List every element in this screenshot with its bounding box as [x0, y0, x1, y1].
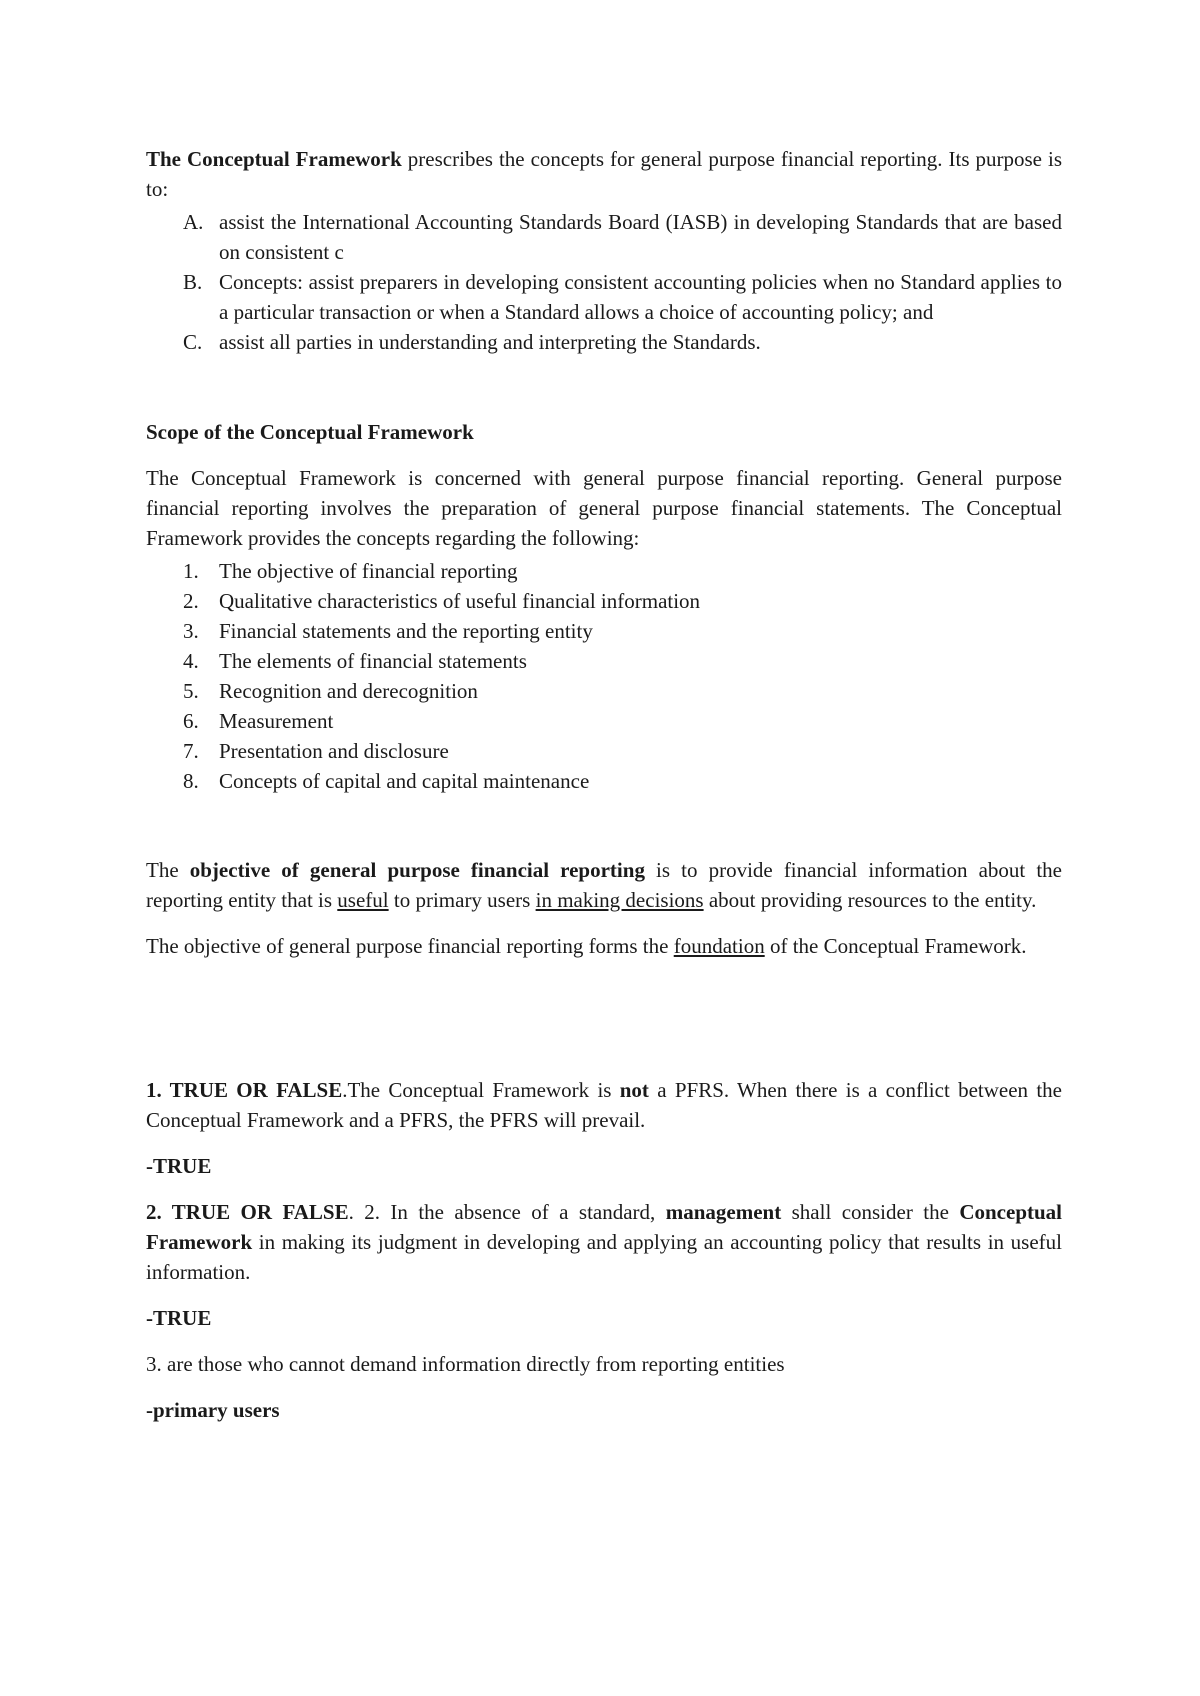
text-run: The [146, 858, 190, 882]
text-run: to primary users [388, 888, 536, 912]
document-page [146, 144, 1062, 1425]
objective-paragraph [146, 855, 1062, 915]
question-2 [146, 1197, 1062, 1287]
list-item-text: The objective of financial reporting [219, 559, 518, 583]
list-item-text: assist the International Accounting Standards Board (IASB) in developing Standards that are based on consistent c [219, 210, 1062, 264]
list-item [146, 676, 1062, 706]
underlined-useful: useful [337, 888, 389, 912]
list-item [146, 766, 1062, 796]
list-marker: B. [183, 270, 203, 294]
question-number: 2. TRUE OR FALSE [146, 1200, 349, 1224]
text-run: a PFRS. When there is a conflict between the Conceptual Framework and a PFRS, the PFRS will prevail. [146, 1078, 1062, 1132]
objective-bold: objective of general purpose financial reporting [189, 858, 645, 882]
list-marker: 4. [183, 649, 199, 673]
intro-lead-rest: prescribes the concepts for general purpose financial reporting. Its purpose is to: [146, 147, 1062, 201]
answer-2: -TRUE [146, 1306, 212, 1330]
text-run: . 2. In the absence of a standard, [348, 1200, 666, 1224]
list-marker: 3. [183, 619, 199, 643]
text-run: .The Conceptual Framework is [342, 1078, 620, 1102]
list-marker: A. [183, 210, 204, 234]
bold-word: Conceptual Framework [146, 1200, 1063, 1254]
text-run: is to provide financial information about the reporting entity that is [146, 858, 1063, 912]
list-item-text: Recognition and derecognition [219, 679, 478, 703]
list-item-text: Measurement [219, 709, 334, 733]
bold-word: management [665, 1200, 782, 1224]
answer-1: -TRUE [146, 1154, 212, 1178]
list-item-text: assist all parties in understanding and interpreting the Standards. [219, 330, 761, 354]
answer-3: -primary users [146, 1398, 280, 1422]
list-item [146, 706, 1062, 736]
list-item [146, 207, 1062, 267]
question-number: 1. TRUE OR FALSE [146, 1078, 343, 1102]
purpose-list [146, 207, 1062, 357]
list-item [146, 646, 1062, 676]
scope-list [146, 556, 1062, 796]
scope-paragraph: The Conceptual Framework is concerned with general purpose financial reporting. General purpose financial reporting involves the preparation of general purpose financial statements. The Conceptual Framework provides the concepts regarding the following: [146, 466, 1062, 550]
foundation-paragraph [146, 931, 1062, 961]
list-item [146, 616, 1062, 646]
list-marker: C. [183, 330, 203, 354]
list-item-text: Concepts of capital and capital maintenance [219, 769, 590, 793]
text-run: of the Conceptual Framework. [764, 934, 1027, 958]
list-item-text: The elements of financial statements [219, 649, 527, 673]
intro-paragraph [146, 144, 1062, 204]
list-item-text: Qualitative characteristics of useful financial information [219, 589, 701, 613]
question-1 [146, 1075, 1062, 1135]
bold-word: not [619, 1078, 649, 1102]
list-item [146, 327, 1062, 357]
list-marker: 5. [183, 679, 199, 703]
text-run: shall consider the [781, 1200, 960, 1224]
list-item [146, 556, 1062, 586]
text-run: about providing resources to the entity. [703, 888, 1037, 912]
list-item [146, 736, 1062, 766]
list-item-text: Financial statements and the reporting entity [219, 619, 593, 643]
text-run: The objective of general purpose financial reporting forms the [146, 934, 674, 958]
scope-heading: Scope of the Conceptual Framework [146, 420, 474, 444]
question-3: 3. are those who cannot demand information directly from reporting entities [146, 1352, 785, 1376]
list-marker: 2. [183, 589, 199, 613]
list-marker: 1. [183, 559, 199, 583]
text-run: in making its judgment in developing and applying an accounting policy that results in useful information. [146, 1230, 1062, 1284]
list-item-text: Concepts: assist preparers in developing consistent accounting policies when no Standard applies to a particular transaction or when a Standard allows a choice of accounting policy; and [219, 270, 1062, 324]
underlined-decisions: in making decisions [535, 888, 704, 912]
list-marker: 7. [183, 739, 199, 763]
list-marker: 8. [183, 769, 199, 793]
list-marker: 6. [183, 709, 199, 733]
list-item-text: Presentation and disclosure [219, 739, 449, 763]
list-item [146, 267, 1062, 327]
intro-lead-bold: The Conceptual Framework [146, 147, 402, 171]
underlined-foundation: foundation [673, 934, 765, 958]
list-item [146, 586, 1062, 616]
